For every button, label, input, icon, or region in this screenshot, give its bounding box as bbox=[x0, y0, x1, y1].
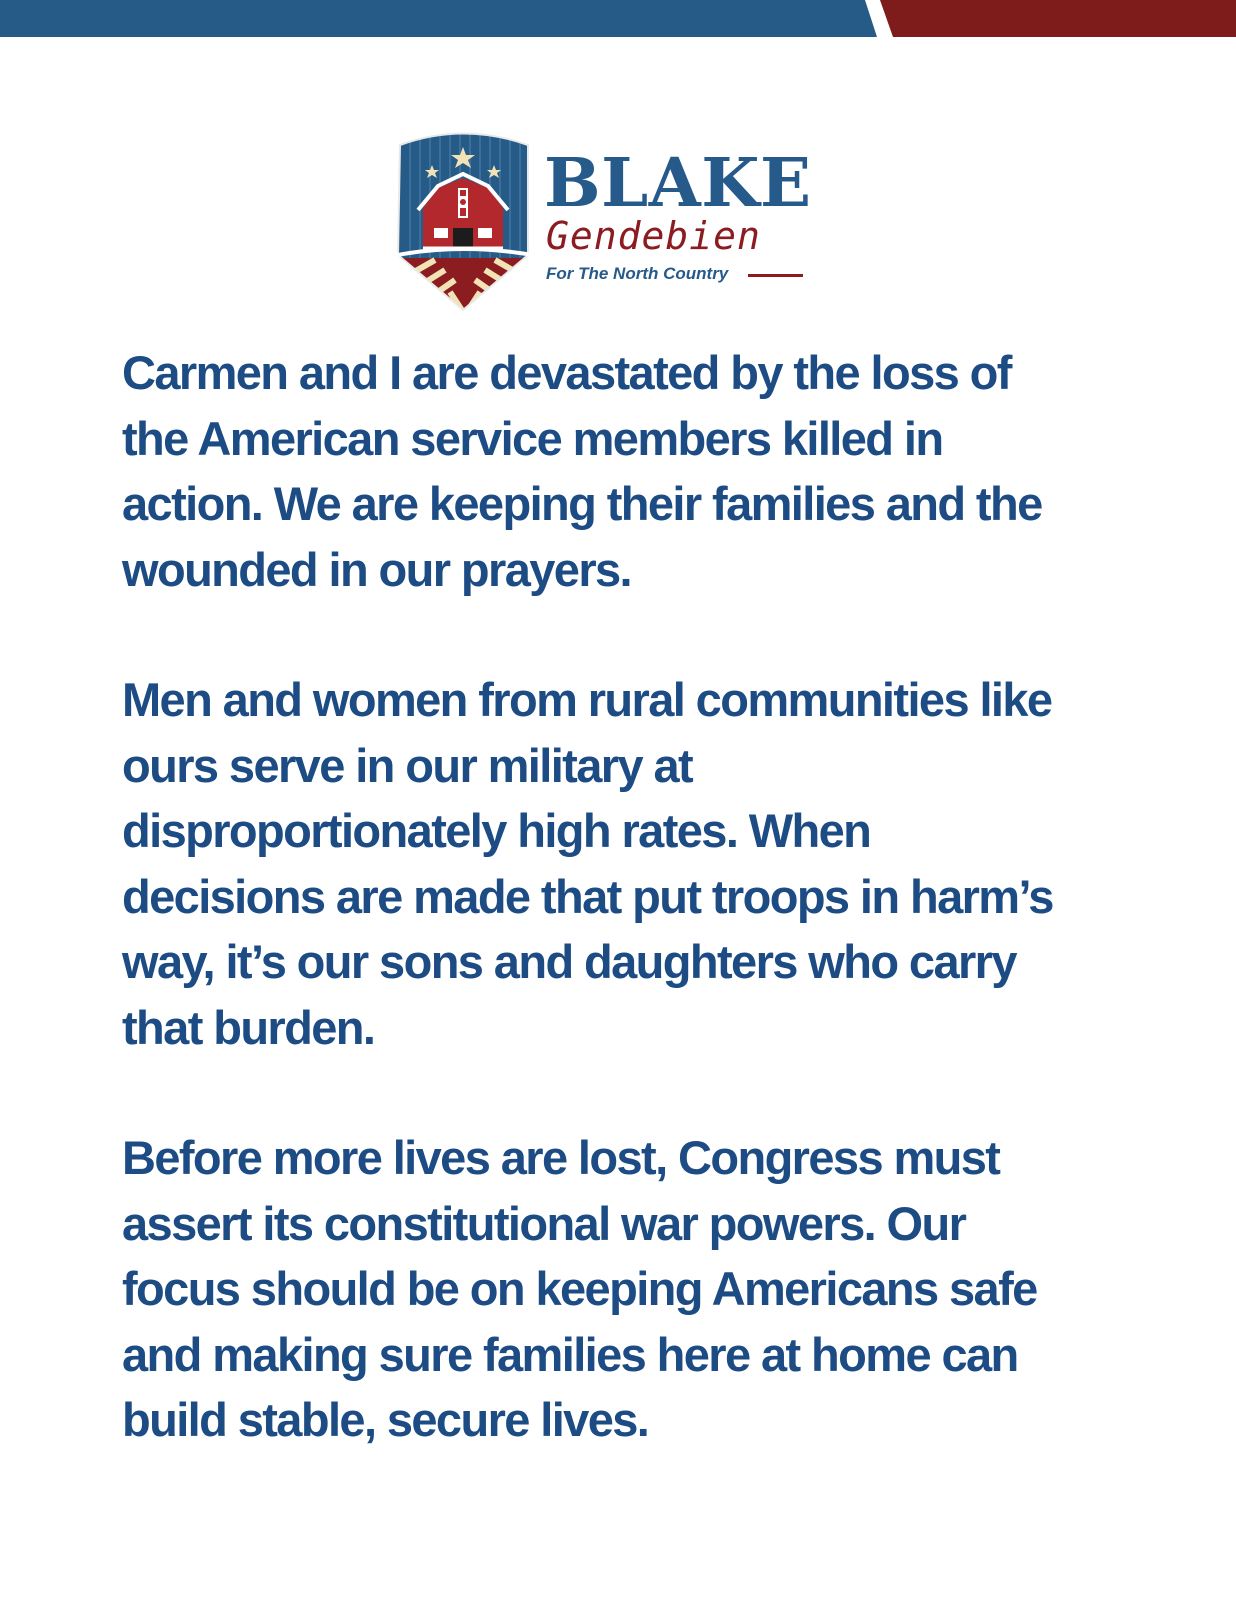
statement-paragraph: Before more lives are lost, Congress must assert its constitutional war powers. Our focus should be on keeping Americans safe and making sure families here at home can build stable, secure lives. bbox=[122, 1131, 1037, 1446]
logo-surname: Gendebien bbox=[546, 214, 761, 258]
header-band-red bbox=[880, 0, 1236, 37]
statement-paragraph: Carmen and I are devastated by the loss of the American service members killed in action. We are keeping their families and the wounded in our prayers. bbox=[122, 346, 1042, 596]
campaign-logo bbox=[390, 130, 820, 315]
statement-body bbox=[122, 340, 1122, 1518]
logo-tagline: For The North Country bbox=[546, 264, 729, 283]
logo-name: BLAKE bbox=[544, 143, 812, 222]
statement-paragraph: Men and women from rural communities like ours serve in our military at disproportionately high rates. When decisions are made that put troops in harm’s way, it’s our sons and daughters who carry that burden. bbox=[122, 673, 1053, 1054]
header-band-blue bbox=[0, 0, 877, 37]
barn-shield-icon bbox=[390, 130, 540, 315]
header-color-band bbox=[0, 0, 1236, 37]
tagline-rule bbox=[748, 274, 803, 277]
